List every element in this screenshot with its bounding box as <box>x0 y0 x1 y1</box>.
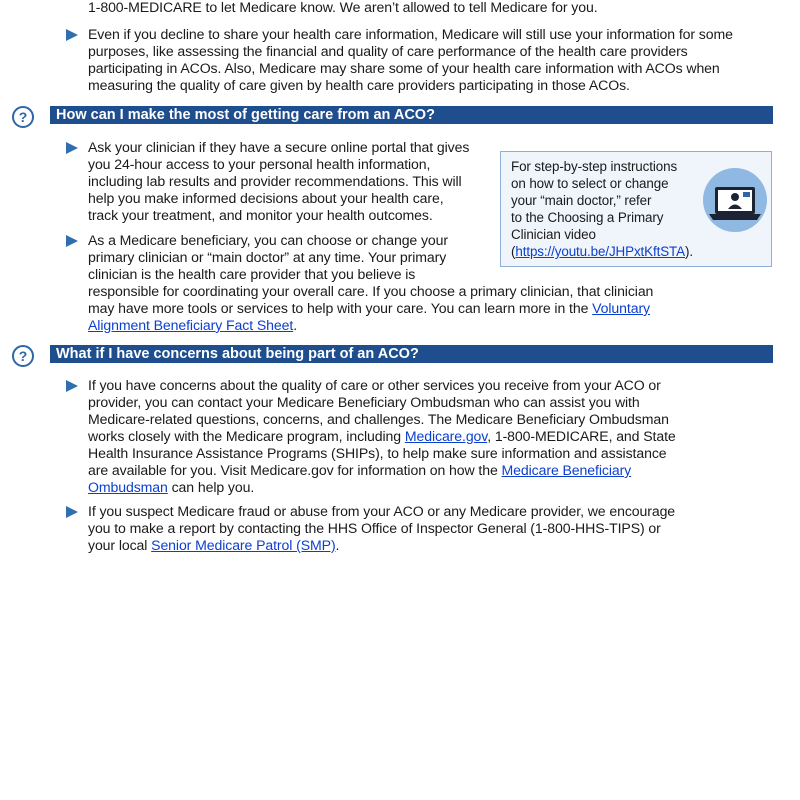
text-line: 1-800-MEDICARE to let Medicare know. We aren’t allowed to tell Medicare for you. <box>88 0 598 15</box>
text-line: primary clinician or “main doctor” at any time. Your primary <box>88 249 447 265</box>
text-line: Clinician video <box>511 227 596 242</box>
text-line: If you suspect Medicare fraud or abuse from your ACO or any Medicare provider, we encourage <box>88 503 676 519</box>
section-heading-bar <box>50 106 773 124</box>
text-line: measuring the quality of care given by health care providers participating in those ACOs. <box>88 77 630 93</box>
paragraph-portal <box>88 139 469 224</box>
text-line: help you make informed decisions about your health care, <box>88 190 444 206</box>
text-segment: , 1-800-MEDICARE, and State <box>487 428 676 444</box>
text-line <box>88 462 676 479</box>
paragraph-ombudsman <box>88 377 676 496</box>
video-link[interactable]: https://youtu.be/JHPxtKftSTA <box>515 244 685 259</box>
paragraph-fraud-report <box>88 503 675 554</box>
text-segment: . <box>293 317 298 333</box>
text-line: you to make a report by contacting the HHS Office of Inspector General (1-800-HHS-TIPS) or <box>88 520 661 536</box>
text-line: For step-by-step instructions <box>511 159 678 174</box>
text-line <box>88 537 675 554</box>
text-line: Ask your clinician if they have a secure online portal that gives <box>88 139 470 155</box>
laptop-video-call-icon <box>701 168 769 232</box>
text-line <box>88 428 676 445</box>
fact-sheet-link[interactable]: Voluntary <box>592 300 651 316</box>
bullet-arrow-icon <box>66 142 78 154</box>
text-segment: . <box>335 537 340 553</box>
bullet-arrow-icon <box>66 506 78 518</box>
section-heading-bar <box>50 345 773 363</box>
bullet-arrow-icon <box>66 29 78 41</box>
medicare-gov-link[interactable]: Medicare.gov <box>404 428 488 444</box>
text-line: including lab results and provider recommendations. This will <box>88 173 462 189</box>
text-line: you 24-hour access to your personal health information, <box>88 156 431 172</box>
text-line: Medicare-related questions, concerns, and challenges. The Medicare Beneficiary Ombudsman <box>88 411 669 427</box>
bullet-arrow-icon <box>66 380 78 392</box>
continued-text <box>88 0 598 16</box>
text-line <box>511 243 693 260</box>
text-segment: ). <box>684 244 693 259</box>
text-line: Health Insurance Assistance Programs (SHIPs), to help make sure information and assistance <box>88 445 667 461</box>
text-line: provider, you can contact your Medicare Beneficiary Ombudsman who can assist you with <box>88 394 640 410</box>
text-line: clinician is the health care provider that you believe is <box>88 266 416 282</box>
text-segment: can help you. <box>167 479 255 495</box>
question-icon: ? <box>12 106 34 128</box>
ombudsman-link[interactable]: Medicare Beneficiary <box>501 462 632 478</box>
callout-text <box>511 158 693 260</box>
text-segment: may have more tools or services to help with your care. You can learn more in the <box>88 300 593 316</box>
text-line: As a Medicare beneficiary, you can choose or change your <box>88 232 448 248</box>
bullet-arrow-icon <box>66 235 78 247</box>
text-segment: works closely with the Medicare program, including <box>88 428 405 444</box>
paragraph-data-use <box>88 26 733 94</box>
text-line: track your treatment, and monitor your health outcomes. <box>88 207 433 223</box>
text-line: to the Choosing a Primary <box>511 210 664 225</box>
text-segment: your local <box>88 537 152 553</box>
video-callout-box <box>500 151 772 267</box>
ombudsman-link-continued[interactable]: Ombudsman <box>88 479 168 495</box>
text-line: on how to select or change <box>511 176 669 191</box>
question-icon: ? <box>12 345 34 367</box>
text-line: responsible for coordinating your overall care. If you choose a primary clinician, that clinician <box>88 283 654 299</box>
fact-sheet-link-continued[interactable]: Alignment Beneficiary Fact Sheet <box>88 317 294 333</box>
text-line: Even if you decline to share your health care information, Medicare will still use your information for some <box>88 26 733 42</box>
text-line: If you have concerns about the quality of care or other services you receive from your ACO or <box>88 377 661 393</box>
section-heading: How can I make the most of getting care from an ACO? <box>56 107 435 123</box>
text-line <box>88 317 653 334</box>
text-line: your “main doctor,” refer <box>511 193 652 208</box>
text-segment: are available for you. Visit Medicare.gov for information on how the <box>88 462 502 478</box>
smp-link[interactable]: Senior Medicare Patrol (SMP) <box>151 537 336 553</box>
text-line <box>88 479 676 496</box>
text-line: purposes, like assessing the financial and quality of care performance of the health care providers <box>88 43 688 59</box>
section-heading: What if I have concerns about being part of an ACO? <box>56 346 419 362</box>
text-line: participating in ACOs. Also, Medicare may share some of your health care information with ACOs when <box>88 60 720 76</box>
text-segment: ( <box>511 244 516 259</box>
text-line <box>88 300 653 317</box>
